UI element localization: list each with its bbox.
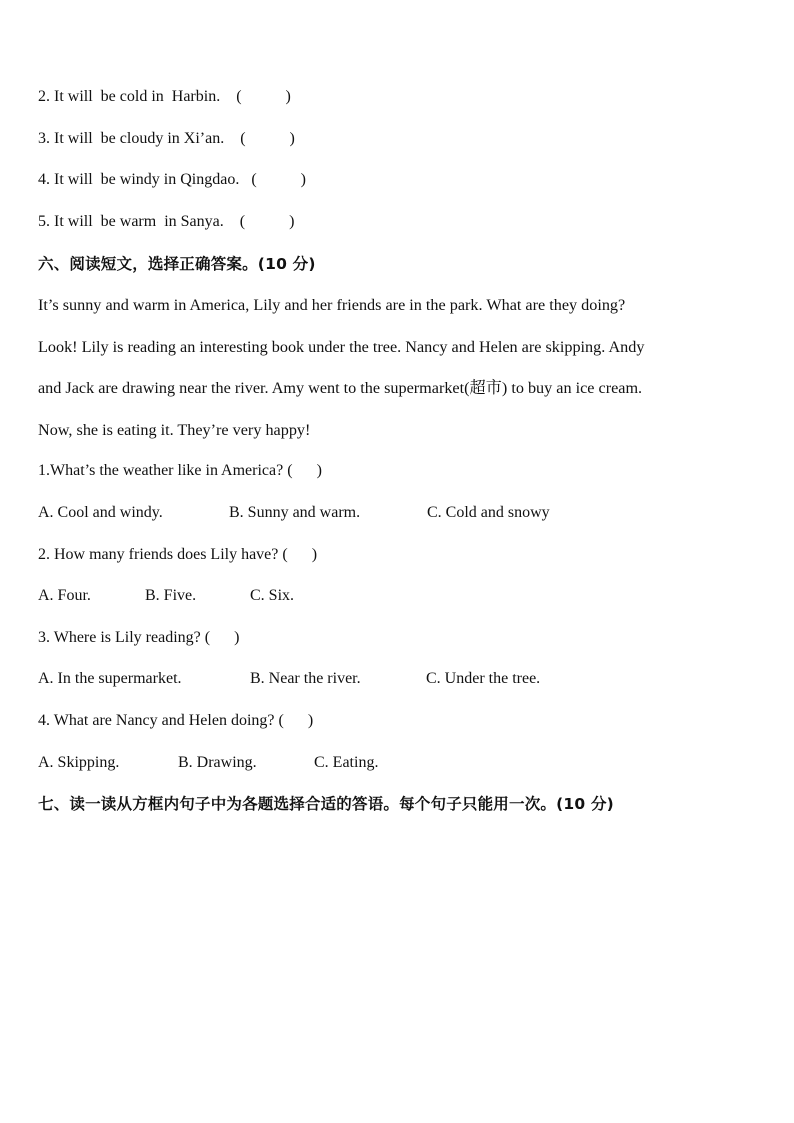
question-2-option-a: A. Four. bbox=[38, 587, 91, 604]
section6-heading: 六、阅读短文，选择正确答案。(10 分) bbox=[38, 255, 316, 273]
section5-item-5: 5. It will be warm in Sanya. ( ) bbox=[38, 213, 295, 230]
question-3-option-c: C. Under the tree. bbox=[426, 670, 541, 687]
question-4: 4. What are Nancy and Helen doing? ( ) bbox=[38, 712, 314, 729]
question-1-option-b: B. Sunny and warm. bbox=[229, 504, 361, 521]
passage-line-1: It’s sunny and warm in America, Lily and her friends are in the park. What are they doing? bbox=[38, 296, 626, 314]
section5-item-2: 2. It will be cold in Harbin. ( ) bbox=[38, 88, 291, 105]
question-2-option-c: C. Six. bbox=[250, 587, 295, 604]
question-1: 1.What’s the weather like in America? ( ) bbox=[38, 462, 322, 479]
question-4-option-c: C. Eating. bbox=[314, 754, 379, 771]
question-1-option-a: A. Cool and windy. bbox=[38, 504, 163, 521]
passage-line-4: Now, she is eating it. They’re very happy! bbox=[38, 421, 311, 439]
question-4-option-a: A. Skipping. bbox=[38, 754, 120, 771]
question-3-option-b: B. Near the river. bbox=[250, 670, 361, 687]
section7-heading: 七、读一读从方框内句子中为各题选择合适的答语。每个句子只能用一次。(10 分) bbox=[38, 795, 614, 813]
question-2: 2. How many friends does Lily have? ( ) bbox=[38, 546, 318, 563]
passage-line-2: Look! Lily is reading an interesting book under the tree. Nancy and Helen are skipping. Andy bbox=[38, 338, 645, 356]
question-4-option-b: B. Drawing. bbox=[178, 754, 257, 771]
section5-item-3: 3. It will be cloudy in Xi’an. ( ) bbox=[38, 130, 295, 147]
question-2-option-b: B. Five. bbox=[145, 587, 197, 604]
section5-item-4: 4. It will be windy in Qingdao. ( ) bbox=[38, 171, 306, 188]
question-1-option-c: C. Cold and snowy bbox=[427, 504, 550, 521]
question-3-option-a: A. In the supermarket. bbox=[38, 670, 182, 687]
passage-line-3: and Jack are drawing near the river. Amy went to the supermarket(超市) to buy an ice cream. bbox=[38, 379, 643, 397]
question-3: 3. Where is Lily reading? ( ) bbox=[38, 629, 240, 646]
